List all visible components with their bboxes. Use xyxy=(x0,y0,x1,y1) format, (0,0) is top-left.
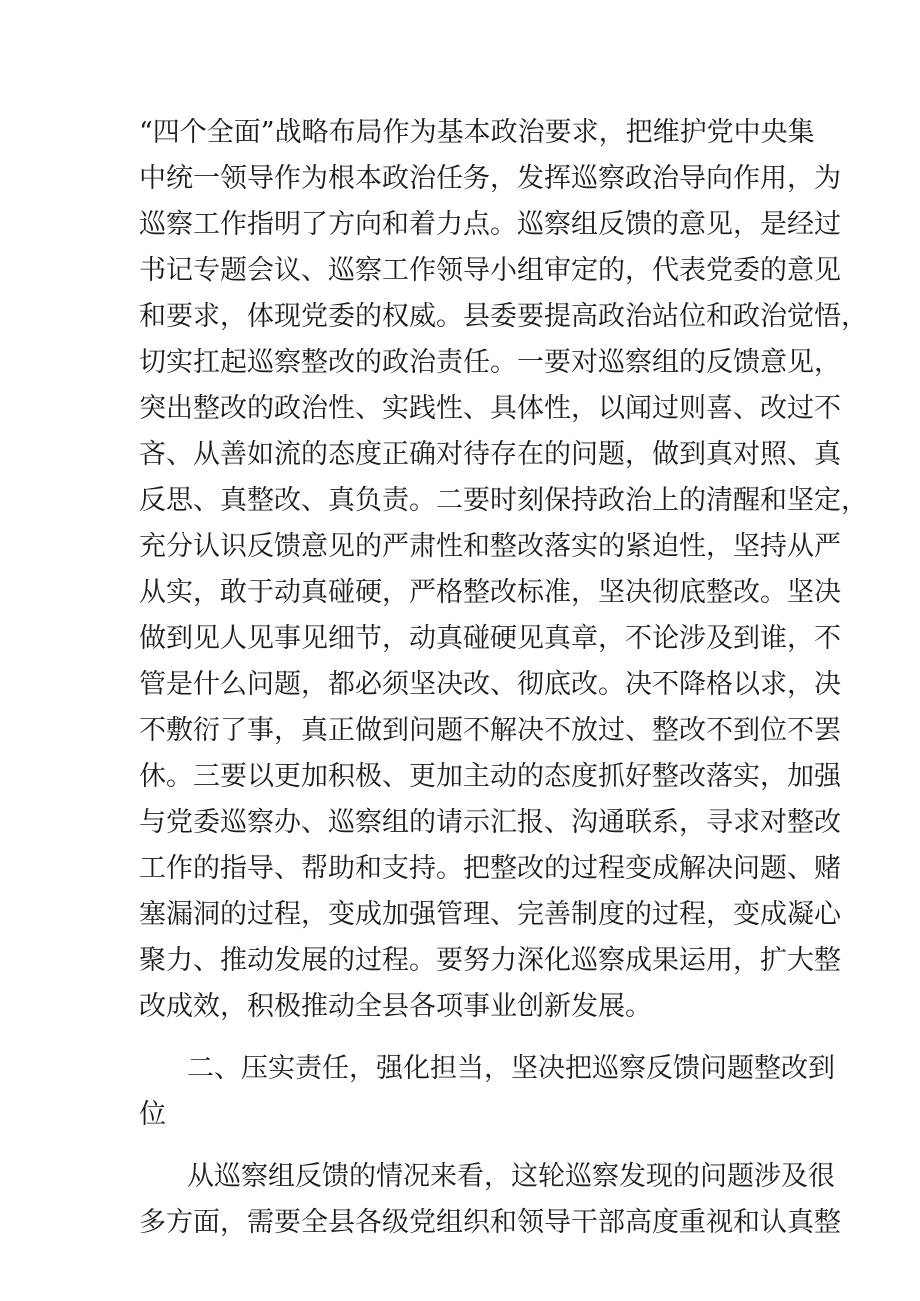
paragraph-line: 巡察工作指明了方向和着力点。巡察组反馈的意见，是经过 xyxy=(139,209,841,240)
paragraph-line: 从实，敢于动真碰硬，严格整改标准，坚决彻底整改。坚决 xyxy=(139,577,841,608)
paragraph-line: 塞漏洞的过程，变成加强管理、完善制度的过程，变成凝心 xyxy=(139,899,841,930)
document-body xyxy=(139,110,868,1246)
heading-line: 位 xyxy=(139,1099,166,1130)
paragraph-line: 吝、从善如流的态度正确对待存在的问题，做到真对照、真 xyxy=(139,439,841,470)
paragraph-line: 不敷衍了事，真正做到问题不解决不放过、整改不到位不罢 xyxy=(139,715,841,746)
paragraph-line: 突出整改的政治性、实践性、具体性，以闻过则喜、改过不 xyxy=(139,393,841,424)
paragraph-line: 和要求，体现党委的权威。县委要提高政治站位和政治觉悟， xyxy=(139,301,868,332)
paragraph-line: 多方面，需要全县各级党组织和领导干部高度重视和认真整 xyxy=(139,1207,841,1238)
paragraph-line: 与党委巡察办、巡察组的请示汇报、沟通联系，寻求对整改 xyxy=(139,807,841,838)
paragraph-line: 充分认识反馈意见的严肃性和整改落实的紧迫性，坚持从严 xyxy=(139,531,841,562)
paragraph-spacing xyxy=(139,1138,799,1154)
paragraph-line: 休。三要以更加积极、更加主动的态度抓好整改落实，加强 xyxy=(139,761,841,792)
paragraph-line: 管是什么问题，都必须坚决改、彻底改。决不降格以求，决 xyxy=(139,669,841,700)
paragraph-line: 反思、真整改、真负责。二要时刻保持政治上的清醒和坚定， xyxy=(139,485,868,516)
heading-line: 二、压实责任，强化担当，坚决把巡察反馈问题整改到 xyxy=(187,1053,835,1084)
paragraph-line: 改成效，积极推动全县各项事业创新发展。 xyxy=(139,991,652,1022)
paragraph-line: 工作的指导、帮助和支持。把整改的过程变成解决问题、赌 xyxy=(139,853,841,884)
paragraph-line: 书记专题会议、巡察工作领导小组审定的，代表党委的意见 xyxy=(139,255,841,286)
section-heading xyxy=(139,1046,835,1138)
body-paragraph xyxy=(139,110,868,1030)
paragraph-line: “四个全面”战略布局作为基本政治要求，把维护党中央集 xyxy=(139,117,815,148)
paragraph-line: 从巡察组反馈的情况来看，这轮巡察发现的问题涉及很 xyxy=(187,1161,835,1192)
paragraph-line: 做到见人见事见细节，动真碰硬见真章，不论涉及到谁，不 xyxy=(139,623,841,654)
paragraph-line: 切实扛起巡察整改的政治责任。一要对巡察组的反馈意见， xyxy=(139,347,841,378)
paragraph-line: 聚力、推动发展的过程。要努力深化巡察成果运用，扩大整 xyxy=(139,945,841,976)
body-paragraph xyxy=(139,1154,841,1246)
paragraph-spacing xyxy=(139,1030,799,1046)
paragraph-line: 中统一领导作为根本政治任务，发挥巡察政治导向作用，为 xyxy=(139,163,841,194)
